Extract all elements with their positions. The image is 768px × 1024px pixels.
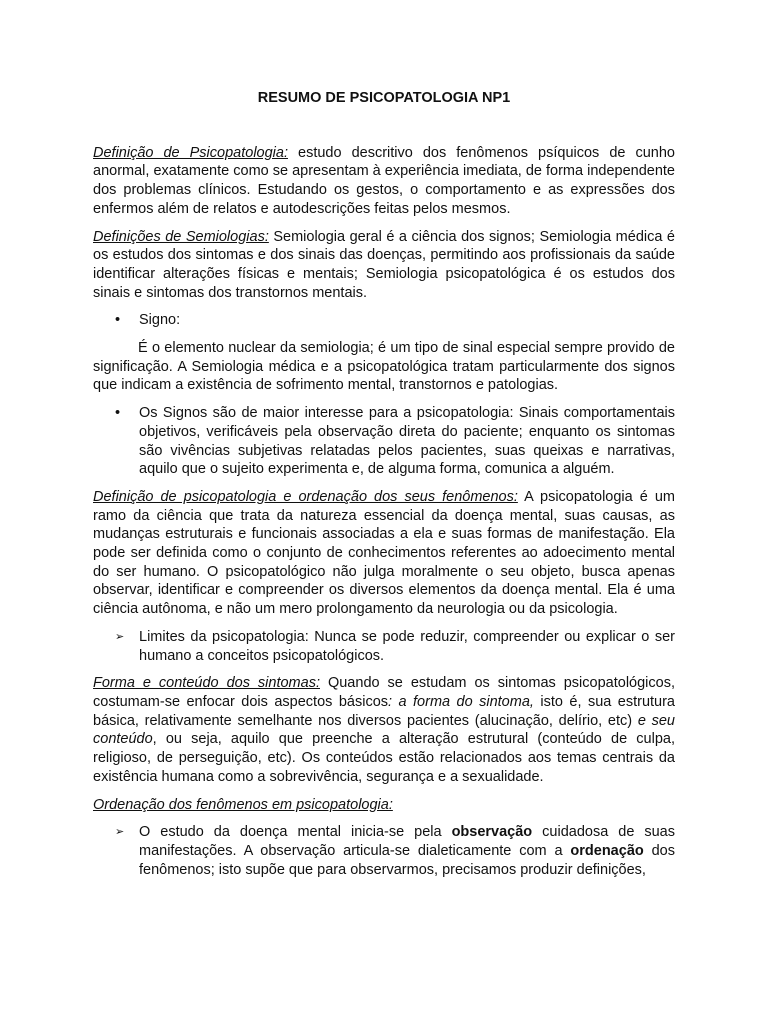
italic-text: e seu conteúdo — [93, 712, 675, 748]
paragraph-text: isto é, sua estrutura básica, relativamente semelhante nos diversos pacientes (alucinação, delírio, etc) — [93, 693, 675, 729]
bold-text: observação — [451, 824, 533, 841]
arrow-bullet-icon: ➢ — [115, 826, 125, 839]
paragraph-text: A psicopatologia é um ramo da ciência que trata da natureza essencial da doença mental, suas causas, as mudanças estruturais e funcionais associadas a ela e suas formas de manifestação. Ela pode ser definida como o conjunto de conhecimentos referentes ao adoecimento mental do ser humano. O psicopatológico não julga moralmente o seu objeto, busca apenas observar, identificar e compreender os diversos elementos da doença mental. Ela é uma ciência autônoma, e não um mero prolongamento da neurologia ou da psicologia. — [93, 488, 675, 618]
document-body — [93, 89, 675, 888]
paragraph-text: Quando se estudam os sintomas psicopatológicos, costumam-se enfocar dois aspectos básicos — [93, 675, 675, 710]
bullet-text: Os Signos são de maior interesse para a psicopatologia: Sinais comportamentais objetivos, verificáveis pela observação direta do paciente; enquanto os sintomas são vivências subjetivas relatadas pelos pacientes, suas queixas e narrativas, aquilo que o sujeito experimenta e, de alguma forma, comunica a alguém. — [139, 405, 675, 478]
heading-label: Definição de psicopatologia e ordenação dos seus fenômenos: — [93, 488, 518, 505]
paragraph-text: estudo descritivo dos fenômenos psíquicos de cunho anormal, exatamente como se apresentam à experiência imediata, de forma independente dos problemas clínicos. Estudando os gestos, o comportamento e as expressões dos enfermos além de relatos e autodescrições feitas pelos mesmos. — [93, 144, 675, 217]
arrow-item-text: dos fenômenos; isto supõe que para observarmos, precisamos produzir definições, — [139, 842, 675, 878]
arrow-bullet-icon: ➢ — [115, 630, 125, 643]
arrow-item-text: O estudo da doença mental inicia-se pela — [139, 824, 452, 841]
bullet-item-signo — [93, 311, 675, 330]
paragraph-forma-conteudo — [93, 674, 675, 786]
arrow-item-text: Limites da psicopatologia: Nunca se pode reduzir, compreender ou explicar o ser humano a conceitos psicopatológicos. — [139, 628, 675, 664]
paragraph-ordenacao-heading — [93, 796, 675, 815]
heading-label: Definições de Semiologias: — [93, 228, 269, 245]
paragraph-psicopatologia-ordenacao — [93, 488, 675, 619]
paragraph-semiologias-definition — [93, 228, 675, 303]
bullet-item-signos — [93, 404, 675, 479]
paragraph-signo-description: É o elemento nuclear da semiologia; é um tipo de sinal especial sempre provido de significação. A Semiologia médica e a psicopatológica tratam particularmente dos signos que indicam a existência de sofrimento mental, transtornos e patologias. — [93, 340, 675, 394]
heading-label: Forma e conteúdo dos sintomas: — [93, 675, 320, 692]
paragraph-psicopatologia-definition — [93, 144, 675, 219]
paragraph-text: , ou seja, aquilo que preenche a alteração estrutural (conteúdo de culpa, religioso, de perseguição, etc). Os conteúdos estão relacionados aos temas centrais da existência humana como a sobrevivência, segurança e a sexualidade. — [93, 731, 675, 785]
bullet-icon: • — [115, 405, 121, 422]
bullet-text: Signo: — [139, 312, 181, 329]
bold-text: ordenação — [570, 842, 644, 859]
arrow-item-limites — [93, 628, 675, 665]
heading-label: Ordenação dos fenômenos em psicopatologia: — [93, 796, 393, 813]
bullet-icon: • — [115, 312, 121, 329]
arrow-item-observacao — [93, 823, 675, 879]
italic-text: : a forma do sintoma, — [388, 693, 534, 710]
arrow-item-text: cuidadosa de suas manifestações. A observação articula-se dialeticamente com a — [139, 824, 675, 859]
document-title: RESUMO DE PSICOPATOLOGIA NP1 — [257, 90, 511, 106]
paragraph-text: Semiologia geral é a ciência dos signos; Semiologia médica é os estudos dos sintomas e dos sinais das doenças, permitindo aos profissionais da saúde identificar alterações físicas e mentais; Semiologia psicopatológica é os estudos dos sinais e sintomas dos transtornos mentais. — [93, 228, 675, 301]
heading-label: Definição de Psicopatologia: — [93, 144, 288, 161]
